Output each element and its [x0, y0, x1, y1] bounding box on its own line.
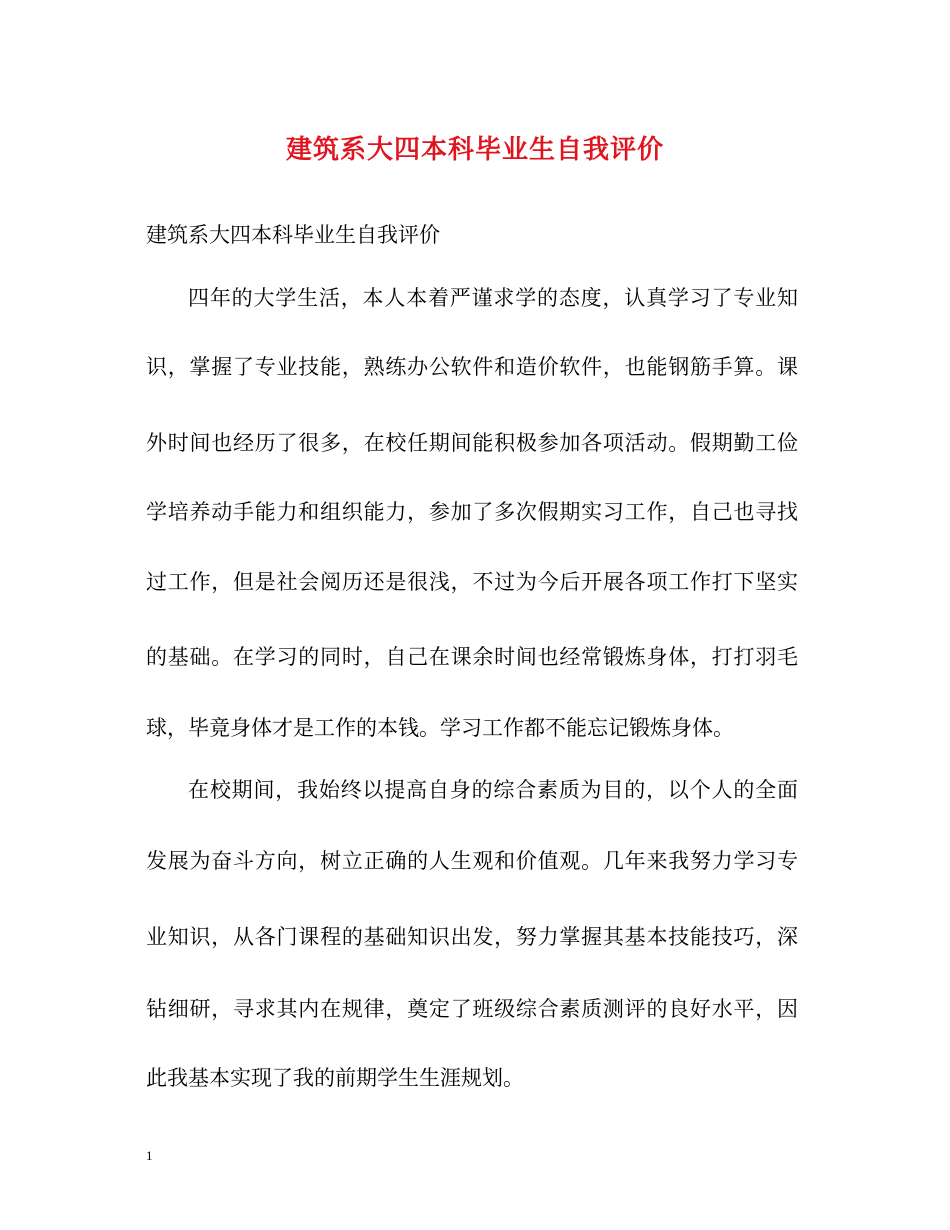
- document-title: 建筑系大四本科毕业生自我评价: [285, 135, 664, 165]
- paragraph-line: 四年的大学生活，本人本着严谨求学的态度，认真学习了专业知: [188, 286, 798, 310]
- paragraph-line: 的基础。在学习的同时，自己在课余时间也经常锻炼身体，打打羽毛: [146, 645, 798, 669]
- paragraph-line: 发展为奋斗方向，树立正确的人生观和价值观。几年来我努力学习专: [146, 849, 798, 873]
- paragraph-line: 球，毕竟身体才是工作的本钱。学习工作都不能忘记锻炼身体。: [146, 716, 734, 740]
- paragraph-line: 在校期间，我始终以提高自身的综合素质为目的，以个人的全面: [188, 778, 798, 802]
- paragraph-line: 识，掌握了专业技能，熟练办公软件和造价软件，也能钢筋手算。课: [146, 355, 798, 379]
- paragraph-line: 业知识，从各门课程的基础知识出发，努力掌握其基本技能技巧，深: [146, 925, 798, 949]
- paragraph-line: 学培养动手能力和组织能力，参加了多次假期实习工作，自己也寻找: [146, 500, 798, 524]
- document-subtitle: 建筑系大四本科毕业生自我评价: [146, 223, 440, 247]
- paragraph-line: 过工作，但是社会阅历还是很浅，不过为今后开展各项工作打下坚实: [146, 570, 798, 594]
- paragraph-line: 外时间也经历了很多，在校任期间能积极参加各项活动。假期勤工俭: [146, 431, 798, 455]
- page-number: 1: [146, 1148, 153, 1163]
- paragraph-line: 此我基本实现了我的前期学生生涯规划。: [146, 1066, 524, 1090]
- paragraph-line: 钻细研，寻求其内在规律，奠定了班级综合素质测评的良好水平，因: [146, 997, 798, 1021]
